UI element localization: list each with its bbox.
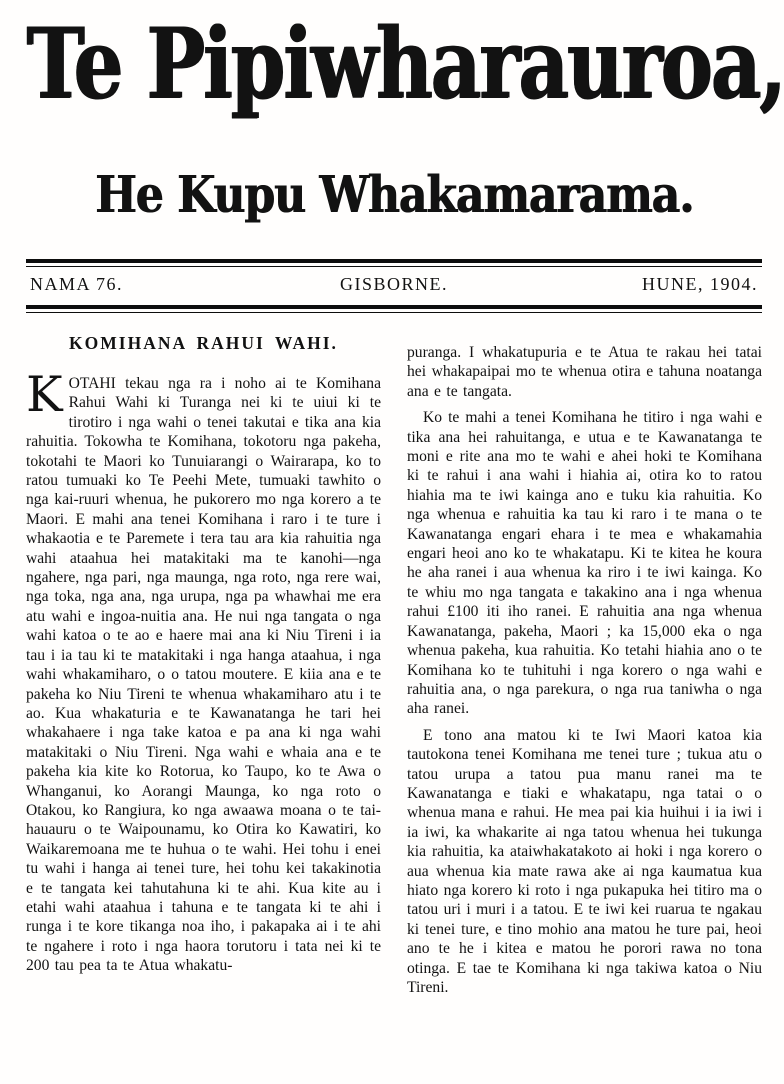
- left-column: [26, 329, 381, 997]
- newspaper-subtitle: He Kupu Whakamarama.: [94, 166, 694, 225]
- masthead-top-rule: [26, 259, 762, 267]
- publication-date: HUNE, 1904.: [642, 274, 758, 294]
- article-body: [26, 329, 762, 997]
- issue-number: NAMA 76.: [30, 274, 124, 294]
- publication-location: GISBORNE.: [339, 274, 448, 294]
- masthead: [26, 7, 784, 225]
- article-heading: KOMIHANA RAHUI WAHI.: [69, 333, 338, 353]
- article-paragraph: puranga. I whakatupuria e te Atua te rakau hei tatai hei whakapaipai mo te whenua otira e tahuna noatanga ana e te tangata.: [407, 344, 762, 400]
- article-paragraph: E tono ana matou ki te Iwi Maori katoa kia tautokona tenei Komihana me tenei ture ; tukua atu o tatou urupa a tatou pua manu ranei ma te Kawanatanga e tiaki e whakatapu, nga tatai o o whenua mana e rahui. He mea pai kia huihui i ia iwi i ia iwi, ka whakarite ai nga tatou whenua hei tukunga kia rahuitia, ka ataiwhakatakoto ai hoki i nga korero o aua whenua kia mate rawa ake ai nga kaumatua kua hiato nga korero ki roto i nga pukapuka hei titiro ma o tatou uri i muri i a tatou. E te iwi kei ruarua te ngakau ki tenei ture, e tino mohio ana matou he ture pai, heoi ano te he i kitea e matou he porori rawa no tona otinga. E tae te Komihana ki nga takiwa katoa o Niu Tireni.: [407, 726, 762, 996]
- newspaper-title: Te Pipiwharauroa,: [26, 7, 784, 121]
- dateline: [26, 267, 762, 301]
- article-paragraph: Ko te mahi a tenei Komihana he titiro i nga wahi e tika ana hei rahuitanga, e utua e te Kawanatanga te moni e rite ana mo te wahi e ahei hoki te Komihana ki te rahui i ana wahi i hiahia ai, otira ko to ratou hiahia ma te iwi kainga ano e tuku kia rahuitia. Ko nga whenua e rahuitia ka tau ki raro i te mana o te Kawanatanga engari ehara i te mea e whakamahia engari heoi ano ko te whakatapu. Ki te kitea he koura he aha ranei i aua whenua ka riro i te iwi kainga. Ko te whiu mo nga tangata e takakino ana i nga whenua rahui £100 iti iho ranei. E rahuitia ana nga whenua Kawanatanga, pakeha, Maori ; ka 15,000 eka o nga whenua pakeha, kua rahuitia. Ko tetahi hiahia ano o te Komihana ko te tuhituhi i nga korero o nga wahi e rahuitia ana, o nga parekura, o nga rua taniwha o nga aha ranei.: [407, 409, 762, 718]
- article-paragraph: [26, 366, 381, 976]
- dropcap: K: [26, 366, 63, 423]
- masthead-bottom-rule: [26, 305, 762, 313]
- right-column: [407, 329, 762, 997]
- left-column-text: OTAHI tekau nga ra i noho ai te Komihana Rahui Wahi ki Turanga nei ki te uiui ki te tirotiro i nga wahi o tenei takutai e tika ana kia rahuitia. Tokowha te Komihana, tokotoru nga pakeha, tokotahi te Maori ko Tunuiarangi o Wairarapa, ko to ratou tumuaki ko Te Peehi Mete, tumuaki tawhito o nga kai-ruuri whenua, he pukorero mo nga korero a te Maori. E mahi ana tenei Komihana i raro i te ture i whakaotia e te Paremete i tera tau ara kia rahuitia nga wahi ataahua hei matakitaki ma te kanohi—nga ngahere, nga pari, nga maunga, nga roto, nga rere wai, nga toka, nga ana, nga urupa, nga pa whawhai me era atu wahi e ingoa-nuitia ana. He nui nga tangata o nga wahi katoa o te ao e haere mai ana ki Niu Tireni i ia tau i ia tau ki te matakitaki i nga hanga ataahua, i nga wahi whakamiharo, o o tatou moutere. E kiia ana e te pakeha ko Niu Tireni te whenua whakamiharo atu i te ao. Kua whakaturia e te Kawanatanga he tari hei whakahaere i nga take katoa e pa ana ki nga wahi matakitaki o Niu Tireni. Nga wahi e whaia ana e te pakeha kia kite ko Rotorua, ko Taupo, ko te Awa o Whanganui, ko Aorangi Maunga, ko nga roto o Otakou, ko Rangiura, ko nga awaawa moana o te tai-hauauru o te Waipounamu, ko Otira ko Kawatiri, ko Waikaremoana me te huhua o te wahi. Hei tohu i enei tu wahi i hanga ai tenei ture, hei tohu kei takakinotia e te tangata kei tahutahuna ki te ahi. Kua kite au i etahi wahi ataahua i tahuna e te tangata ki te ahi i runga i te kore tikanga noa iho, i pakapaka ai i te ahi te ngahere i roto i nga haora torutoru i tata nei ki te 200 tau pea ta te Atua whakatu-: [26, 375, 381, 975]
